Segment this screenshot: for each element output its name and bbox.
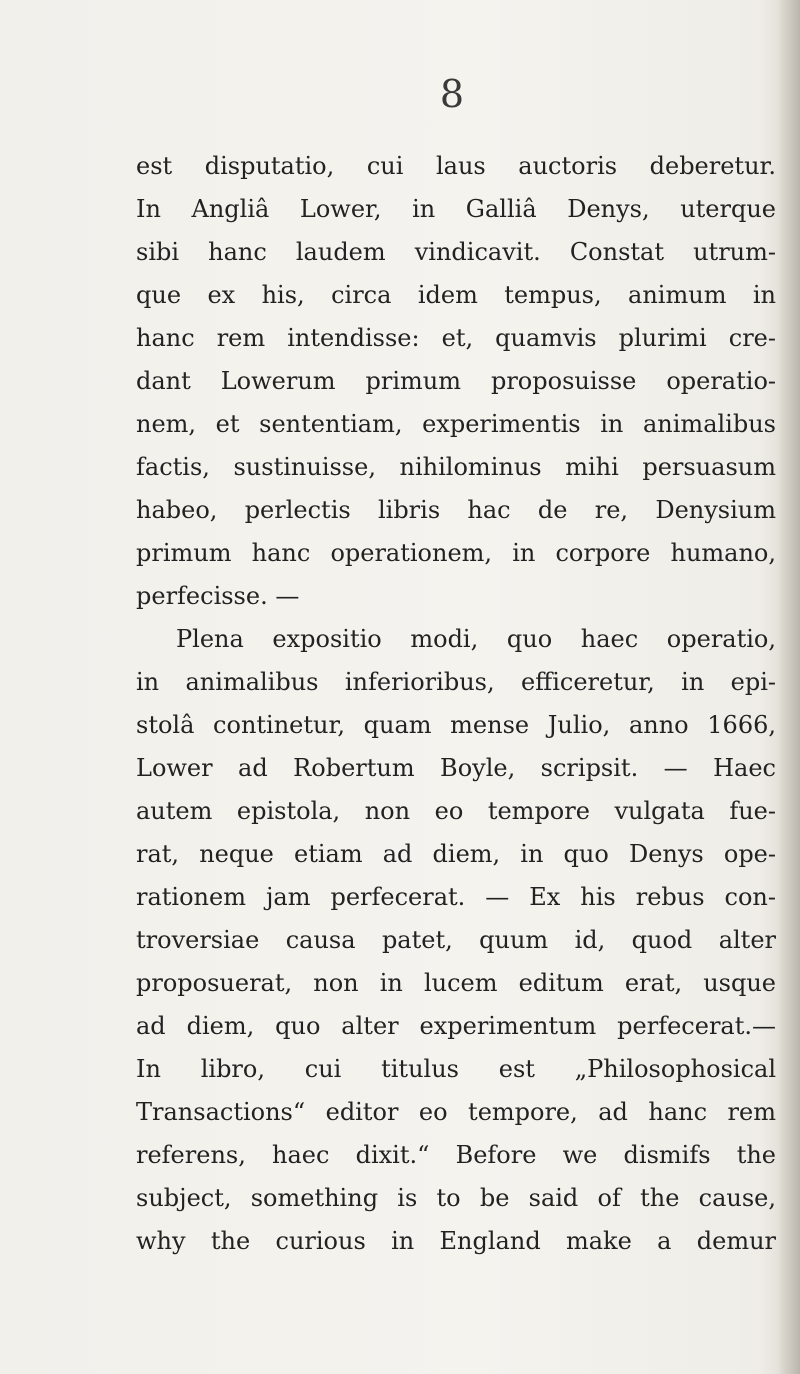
text-line: que ex his, circa idem tempus, animum in xyxy=(136,281,776,309)
text-line: habeo, perlectis libris hac de re, Denysium xyxy=(136,496,776,524)
text-line: Plena expositio modi, quo haec operatio, xyxy=(176,625,776,653)
text-line: In libro, cui titulus est „Philosophosical xyxy=(136,1055,776,1083)
text-line: Transactions“ editor eo tempore, ad hanc rem xyxy=(136,1098,776,1126)
text-line: subject, something is to be said of the cause, xyxy=(136,1184,776,1212)
text-line: sibi hanc laudem vindicavit. Constat utrum- xyxy=(136,238,776,266)
page-number: 8 xyxy=(439,72,465,116)
text-line: nem, et sententiam, experimentis in animalibus xyxy=(136,410,776,438)
body-text xyxy=(136,145,776,1263)
text-line: rationem jam perfecerat. — Ex his rebus con- xyxy=(136,883,776,911)
text-line: troversiae causa patet, quum id, quod alter xyxy=(136,926,776,954)
text-line: Lower ad Robertum Boyle, scripsit. — Haec xyxy=(136,754,776,782)
text-line: ad diem, quo alter experimentum perfecerat.— xyxy=(136,1012,776,1040)
text-line: In Angliâ Lower, in Galliâ Denys, uterque xyxy=(136,195,776,223)
page-edge-shadow xyxy=(778,0,800,1374)
text-line: proposuerat, non in lucem editum erat, usque xyxy=(136,969,776,997)
text-line: autem epistola, non eo tempore vulgata fue- xyxy=(136,797,776,825)
text-line: in animalibus inferioribus, efficeretur, in epi- xyxy=(136,668,776,696)
text-line: referens, haec dixit.“ Before we dismifs the xyxy=(136,1141,776,1169)
text-line: primum hanc operationem, in corpore humano, xyxy=(136,539,776,567)
text-line: hanc rem intendisse: et, quamvis plurimi cre- xyxy=(136,324,776,352)
text-line: dant Lowerum primum proposuisse operatio- xyxy=(136,367,776,395)
text-line: perfecisse. — xyxy=(136,582,300,610)
text-line: factis, sustinuisse, nihilominus mihi persuasum xyxy=(136,453,776,481)
text-line: stolâ continetur, quam mense Julio, anno 1666, xyxy=(136,711,776,739)
text-line: est disputatio, cui laus auctoris deberetur. xyxy=(136,152,776,180)
text-line: rat, neque etiam ad diem, in quo Denys ope- xyxy=(136,840,776,868)
text-line: why the curious in England make a demur xyxy=(136,1227,776,1255)
